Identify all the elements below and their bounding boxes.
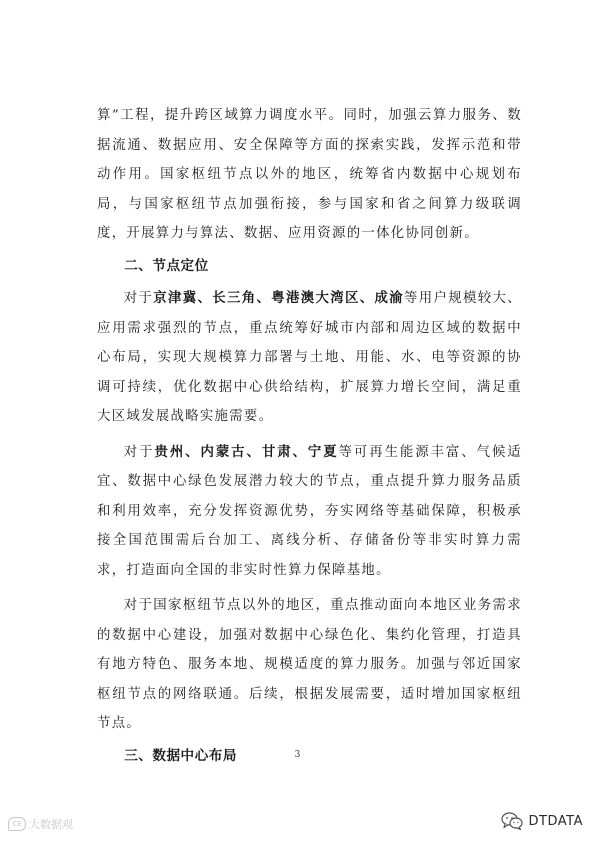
paragraph-lead: 对于 (123, 291, 154, 306)
watermark-right-text: DTDATA (528, 813, 583, 829)
page-number: 3 (294, 750, 301, 760)
document-body (97, 101, 522, 771)
section-heading-datacenter-layout: 三、数据中心布局 (124, 747, 237, 764)
paragraph-continuation: 算”工程，提升跨区域算力调度水平。同时，加强云算力服务、数据流通、数据应用、安全保障等方面的探索实践，发挥示范和带动作用。国家枢纽节点以外的地区，统筹省内数据中心规划布局，与国家枢纽节点加强衔接，参与国家和省之间算力级联调度，开展算力与算法、数据、应用资源的一体化协同创新。 (97, 108, 522, 241)
paragraph-other-regions: 对于国家枢纽节点以外的地区，重点推动面向本地区业务需求的数据中心建设，加强对数据中心绿色化、集约化管理，打造具有地方特色、服务本地、规模适度的算力服务。加强与邻近国家枢纽节点的网络联通。后续，根据发展需要，适时增加国家枢纽节点。 (97, 598, 522, 731)
wechat-icon (501, 812, 523, 830)
watermark-right (501, 812, 583, 830)
paragraph-renewable-nodes (97, 438, 522, 586)
section-heading-node-positioning: 二、节点定位 (124, 257, 209, 274)
paragraph-text: 等用户规模较大、应用需求强烈的节点，重点统筹好城市内部和周边区域的数据中心布局，实现大规模算力部署与土地、用能、水、电等资源的协调可持续，优化数据中心供给结构，扩展算力增长空间，满足重大区域发展战略实施需要。 (97, 291, 522, 424)
watermark-left (8, 816, 73, 832)
region-terms: 京津冀、长三角、粤港澳大湾区、成渝 (153, 290, 405, 306)
region-terms: 贵州、内蒙古、甘肃、宁夏 (154, 443, 339, 460)
watermark-left-text: 大数据观 (29, 818, 73, 831)
paragraph-text: 等可再生能源丰富、气候适宜、数据中心绿色发展潜力较大的节点，重点提升算力服务品质和利用效率，充分发挥资源优势，夯实网络等基础保障，积极承接全国范围需后台加工、离线分析、存储备份等非实时算力需求，打造面向全国的非实时性算力保障基地。 (97, 444, 522, 578)
brand-logo-icon: CE (8, 817, 26, 831)
paragraph-lead: 对于 (123, 444, 155, 460)
paragraph-user-scale-nodes (97, 284, 522, 432)
